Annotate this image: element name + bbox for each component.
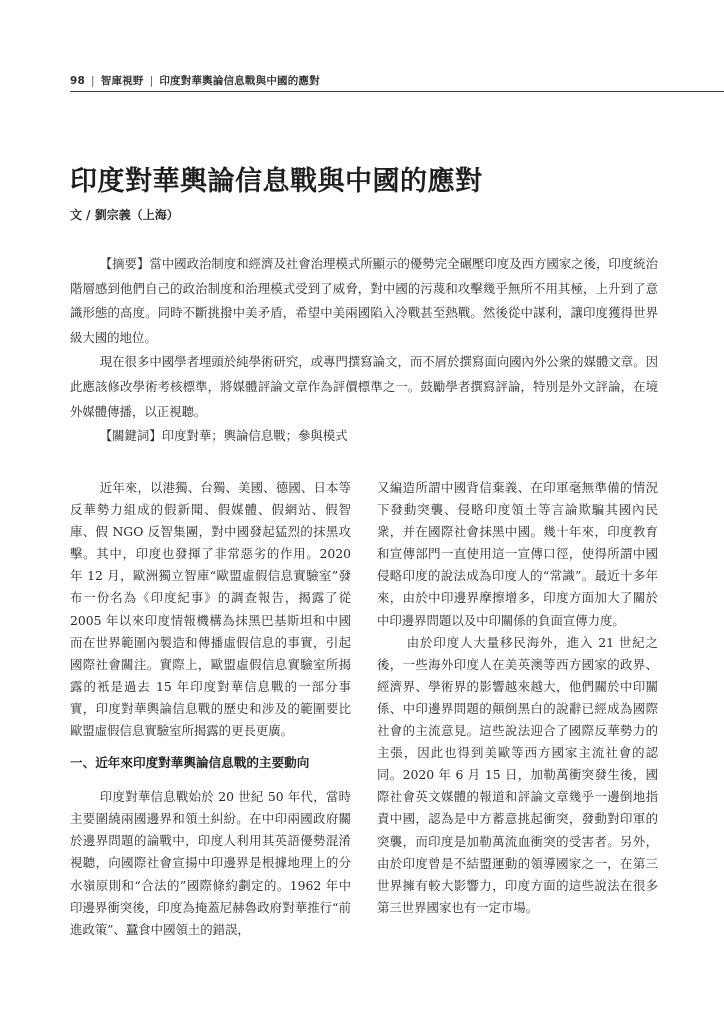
running-header (70, 73, 320, 88)
body-paragraph: 印度對華信息戰始於 20 世紀 50 年代，當時主要圍繞兩國邊界和領土糾紛。在中印兩國政府關於邊界問題的論戰中，印度人利用其英語優勢混淆視聽，向國際社會宣揚中印邊界是根據地理上的分水嶺原則和“合法的”國際條約劃定的。1962 年中印邊界衝突後，印度為掩蓋尼赫魯政府對華推行“前進政策”、蠶食中國領土的錯誤， (70, 789, 351, 937)
running-title: 印度對華輿論信息戰與中國的應對 (159, 75, 320, 87)
section-heading: 一、近年來印度對華輿論信息戰的主要動向 (70, 755, 310, 771)
header-separator: | (91, 75, 95, 87)
journal-name: 智庫視野 (100, 75, 144, 87)
abstract-summary: 【摘要】當中國政治制度和經濟及社會治理模式所顯示的優勢完全碾壓印度及西方國家之後，印度統治階層感到他們自己的政治制度和治理模式受到了威脅，對中國的污蔑和攻擊幾乎無所不用其極，上升到了意識形態的高度。同時不斷挑撥中美矛盾，希望中美兩國陷入冷戰甚至熱戰。然後從中謀利，讓印度獲得世界級大國的地位。 (70, 256, 658, 345)
body-column-right (377, 477, 658, 919)
body-paragraph: 又編造所謂中國背信棄義、在印軍毫無準備的情況下發動突襲、侵略印度領土等言論欺騙其國內民衆，并在國際社會抹黑中國。幾十年來，印度教育和宣傳部門一直使用這一宣傳口徑，使得所謂中國侵略印度的說法成為印度人的“常識”。最近十多年來，由於中印邊界摩擦增多，印度方面加大了關於中印邊界問題以及中印關係的負面宣傳力度。 (377, 480, 658, 628)
body-column-left (70, 477, 351, 941)
header-rule (70, 91, 724, 92)
abstract-paragraph: 現在很多中國學者埋頭於純學術研究，或專門撰寫論文，而不屑於撰寫面向國內外公衆的媒體文章。因此應該修改學術考核標準，將媒體評論文章作為評價標準之一。鼓勵學者撰寫評論，特別是外文評論，在境外媒體傳播，以正視聽。 (70, 354, 658, 419)
author-line: 文 / 劉宗義（上海） (70, 208, 179, 222)
body-paragraph: 由於印度人大量移民海外，進入 21 世紀之後，一些海外印度人在美英澳等西方國家的政界、經濟界、學術界的影響越來越大，他們關於中印關係、中印邊界問題的顛倒黑白的說辭已經成為國際社會的主流意見。這些說法迎合了國際反華勢力的主張，因此也得到美歐等西方國家主流社會的認同。2020 年 6 月 15 日，加勒萬衝突發生後，國際社會英文媒體的報道和評論文章幾乎一邊倒地指責中國，認為是中方蓄意挑起衝突，發動對印軍的突襲，而印度是加勒萬流血衝突的受害者。另外，由於印度曾是不結盟運動的領導國家之一，在第三世界擁有較大影響力，印度方面的這些說法在很多第三世界國家也有一定市場。 (377, 634, 658, 915)
page-number: 98 (70, 75, 86, 87)
header-separator: | (149, 75, 154, 87)
keywords: 【關鍵詞】印度對華；輿論信息戰；參與模式 (99, 428, 348, 444)
body-paragraph: 近年來，以港獨、台獨、美國、德國、日本等反華勢力組成的假新聞、假媒體、假網站、假智庫、假 NGO 反智集團，對中國發起猛烈的抹黑攻擊。其中，印度也發揮了非常惡劣的作用。2020 年 12 月，歐洲獨立智庫“歐盟虛假信息實驗室”發布一份名為《印度紀事》的調查報告，揭露了從 2005 年以來印度情報機構為抹黑巴基斯坦和中國而在世界範圍內製造和傳播虛假信息的事實，引起國際社會關注。實際上，歐盟虛假信息實驗室所揭露的衹是過去 15 年印度對華信息戰的一部分事實，印度對華輿論信息戰的歷史和涉及的範圍要比歐盟虛假信息實驗室所揭露的更長更廣。 (70, 480, 352, 739)
article-title: 印度對華輿論信息戰與中國的應對 (70, 166, 483, 197)
abstract-block (70, 252, 658, 449)
